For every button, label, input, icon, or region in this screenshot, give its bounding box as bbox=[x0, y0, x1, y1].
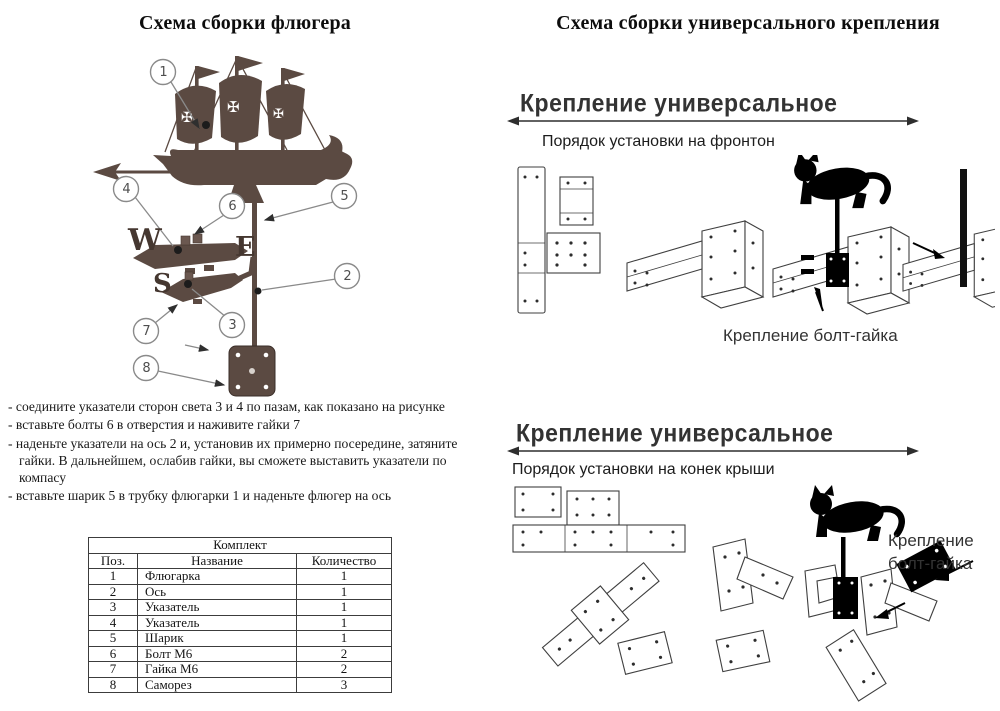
kit-row-qty: 1 bbox=[297, 615, 392, 631]
assembled-bracket-stage bbox=[627, 221, 763, 308]
instruction-item: - вставьте болты 6 в отверстия и наживите гайки 7 bbox=[8, 417, 301, 433]
compass-east-letter: E bbox=[235, 232, 256, 263]
weathervane-diagram bbox=[85, 52, 400, 404]
mount-section2-subheading: Порядок установки на конек крыши bbox=[512, 461, 775, 478]
kit-row-qty: 2 bbox=[297, 662, 392, 678]
sail-cross-icon: ✠ bbox=[227, 100, 240, 116]
kit-row-qty: 2 bbox=[297, 646, 392, 662]
left-page-title: Схема сборки флюгера bbox=[139, 12, 351, 34]
fronton-mount-illustration bbox=[505, 155, 995, 323]
kit-caption-row bbox=[89, 538, 392, 554]
instruction-list bbox=[8, 398, 466, 505]
assembly-instructions bbox=[8, 398, 466, 506]
right-page-title: Схема сборки универсального крепления bbox=[556, 12, 940, 34]
kit-row bbox=[89, 615, 392, 631]
flat-plates-stage bbox=[518, 167, 600, 313]
kit-row-name: Шарик bbox=[138, 631, 297, 647]
kit-row-name: Болт М6 bbox=[138, 646, 297, 662]
kit-header-pos: Поз. bbox=[89, 553, 138, 569]
kit-row-pos: 7 bbox=[89, 662, 138, 678]
kit-row-pos: 3 bbox=[89, 600, 138, 616]
callout-2: 2 bbox=[343, 269, 352, 284]
callout-5: 5 bbox=[340, 189, 349, 204]
callout-8: 8 bbox=[142, 361, 151, 376]
kit-row-qty: 3 bbox=[297, 677, 392, 693]
kit-row-name: Саморез bbox=[138, 677, 297, 693]
kit-row bbox=[89, 584, 392, 600]
bracket-with-vane-stage bbox=[773, 155, 909, 314]
kit-row-name: Указатель bbox=[138, 600, 297, 616]
callout-6: 6 bbox=[228, 199, 237, 214]
kit-row-qty: 1 bbox=[297, 631, 392, 647]
mount-section1-subheading: Порядок установки на фронтон bbox=[542, 133, 775, 150]
kit-row-pos: 2 bbox=[89, 584, 138, 600]
ridge-mount-illustration bbox=[505, 485, 1000, 707]
kit-row bbox=[89, 600, 392, 616]
kit-row-name: Флюгарка bbox=[138, 569, 297, 585]
kit-row bbox=[89, 646, 392, 662]
compass-west-letter: W bbox=[128, 223, 162, 258]
bolt-nut-label-2: Крепление болт-гайка bbox=[888, 531, 974, 573]
kit-row-pos: 5 bbox=[89, 631, 138, 647]
cat-vane-icon bbox=[794, 155, 888, 208]
kit-caption: Комплект bbox=[89, 538, 392, 554]
kit-row-name: Гайка М6 bbox=[138, 662, 297, 678]
bolt-nut-label-1: Крепление болт-гайка bbox=[723, 326, 898, 345]
kit-row-qty: 1 bbox=[297, 600, 392, 616]
kit-row-qty: 1 bbox=[297, 569, 392, 585]
bracket-with-rod-stage bbox=[903, 169, 995, 307]
ship-silhouette bbox=[153, 56, 352, 203]
bent-plates-stage-1 bbox=[536, 555, 672, 674]
callout-4: 4 bbox=[122, 182, 131, 197]
flat-plates-stage bbox=[513, 487, 685, 552]
kit-row-qty: 1 bbox=[297, 584, 392, 600]
kit-row-pos: 4 bbox=[89, 615, 138, 631]
instruction-item: - наденьте указатели на ось 2 и, установив их примерно посередине, затяните гайки. В дальнейшем, ослабив гайки, вы сможете выставить указатели по компасу bbox=[8, 435, 458, 485]
compass-south-letter: S bbox=[153, 269, 172, 299]
callout-7: 7 bbox=[142, 324, 151, 339]
kit-row-pos: 6 bbox=[89, 646, 138, 662]
kit-row-name: Ось bbox=[138, 584, 297, 600]
kit-header-name: Название bbox=[138, 553, 297, 569]
callout-3: 3 bbox=[228, 318, 237, 333]
instruction-item: - соедините указатели сторон света 3 и 4 по пазам, как показано на рисунке bbox=[8, 399, 445, 414]
kit-header-row bbox=[89, 553, 392, 569]
kit-row bbox=[89, 631, 392, 647]
assembled-with-vane-stage bbox=[810, 485, 973, 705]
sail-cross-icon: ✠ bbox=[181, 111, 193, 126]
mounting-plate bbox=[229, 346, 275, 396]
kit-header-qty: Количество bbox=[297, 553, 392, 569]
kit-table bbox=[88, 537, 392, 693]
kit-row bbox=[89, 662, 392, 678]
kit-row-name: Указатель bbox=[138, 615, 297, 631]
kit-row-pos: 8 bbox=[89, 677, 138, 693]
double-arrow-rule bbox=[507, 114, 919, 128]
kit-row bbox=[89, 569, 392, 585]
instruction-item: - вставьте шарик 5 в трубку флюгарки 1 и наденьте флюгер на ось bbox=[8, 488, 392, 504]
sail-cross-icon: ✠ bbox=[273, 106, 284, 121]
callout-1: 1 bbox=[159, 65, 168, 80]
bent-plates-stage-2 bbox=[713, 539, 841, 672]
double-arrow-rule bbox=[507, 444, 919, 458]
kit-row bbox=[89, 677, 392, 693]
kit-row-pos: 1 bbox=[89, 569, 138, 585]
mount-section2-heading: Крепление универсальное bbox=[516, 419, 834, 448]
mount-section1-heading: Крепление универсальное bbox=[520, 89, 838, 118]
